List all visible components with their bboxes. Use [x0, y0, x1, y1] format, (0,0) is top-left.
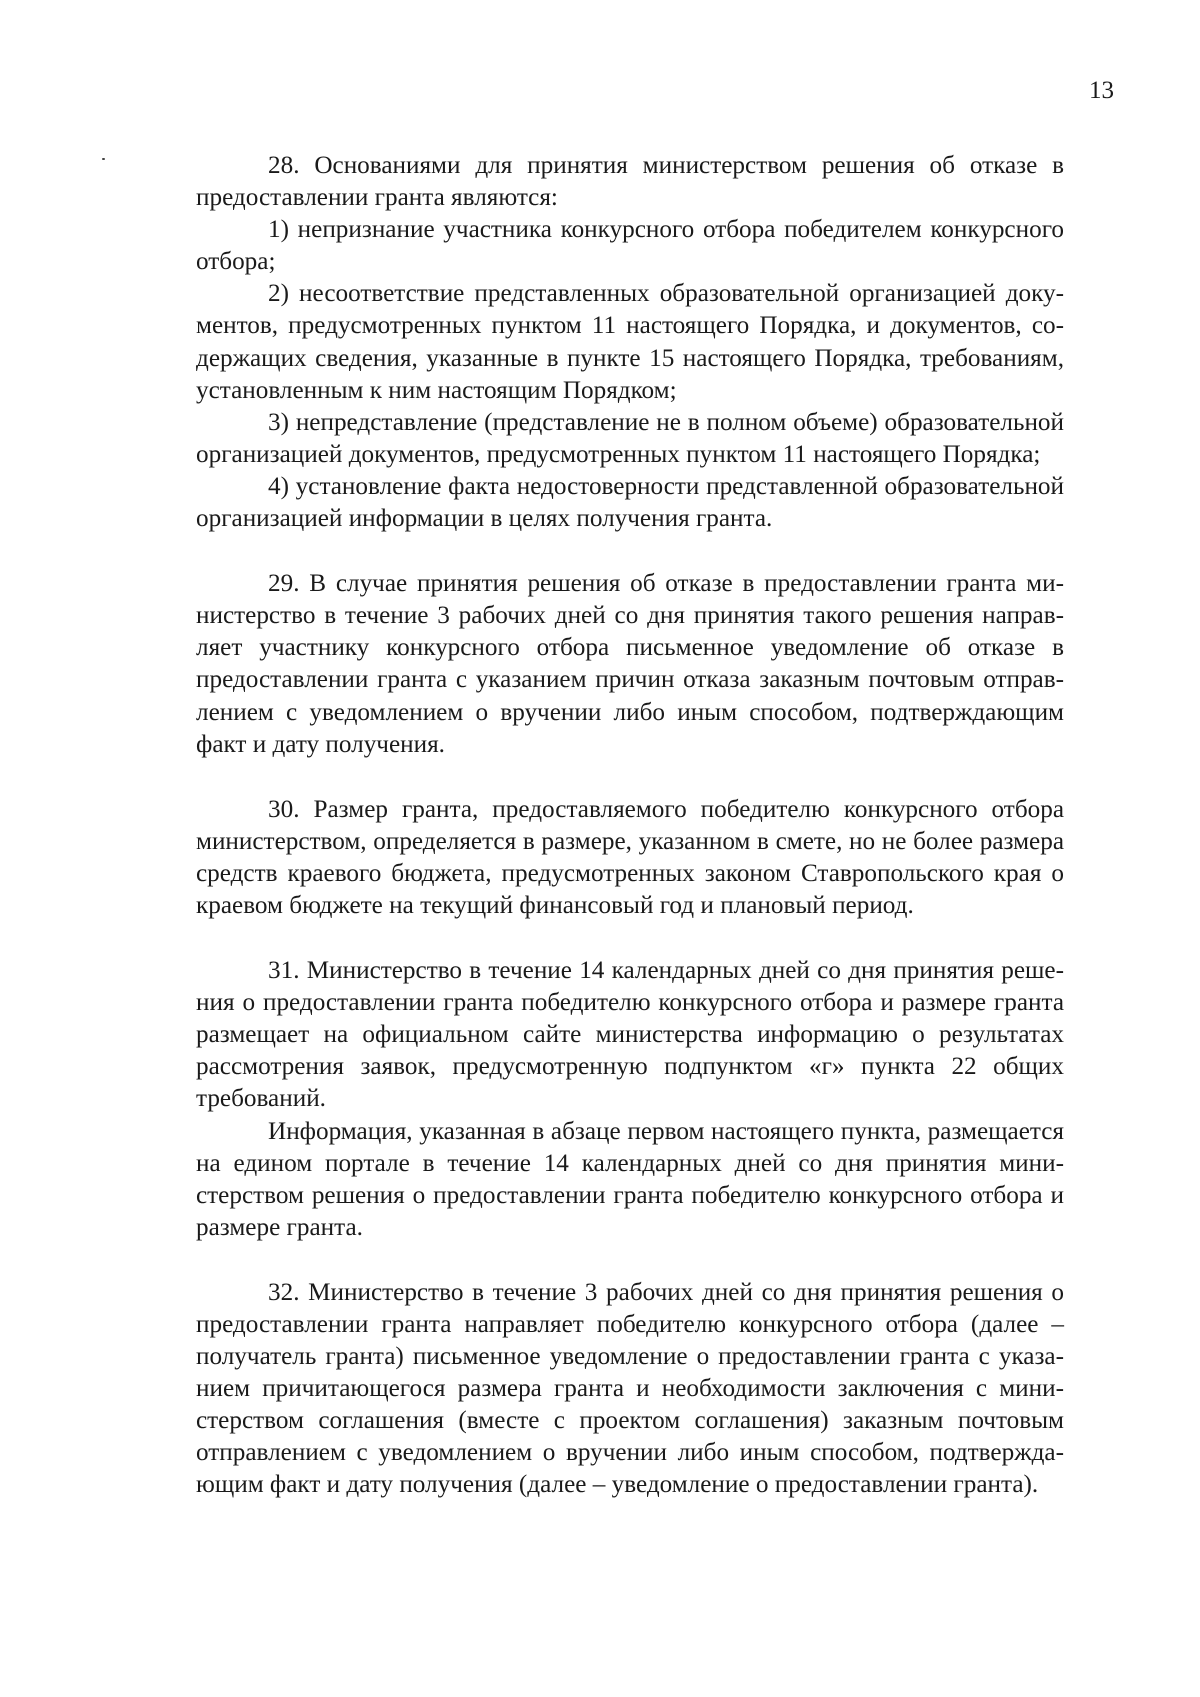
paragraph: 31. Министерство в течение 14 календарных дней со дня принятия решения о предоставлении гранта победителю конкурсного отбора и размере гранта размещает на официальном сайте министерства информацию о результатах рассмотрения заявок, предусмотренную подпунктом «г» пункта 22 общих требований. — [196, 957, 1064, 1113]
paragraph: 29. В случае принятия решения об отказе в предоставлении гранта министерство в течение 3 рабочих дней со дня принятия такого решения направляет участнику конкурсного отбора письменное уведомление об отказе в предоставлении гранта с указанием причин отказа заказным почтовым отправлением с уведомлением о вручении либо иным способом, подтверждающим факт и дату получения. — [196, 570, 1064, 758]
paragraph: 30. Размер гранта, предоставляемого победителю конкурсного отбора министерством, определяется в размере, указанном в смете, но не более размера средств краевого бюджета, предусмотренных законом Ставропольского края о краевом бюджете на текущий финансовый год и плановый период. — [196, 795, 1064, 919]
paragraph: Информация, указанная в абзаце первом настоящего пункта, размещается на едином портале в течение 14 календарных дней со дня принятия министерством решения о предоставлении гранта победителю конкурсного отбора и размере гранта. — [196, 1117, 1064, 1241]
page-number: 13 — [1089, 77, 1114, 104]
paragraph: 28. Основаниями для принятия министерством решения об отказе в предоставлении гранта являются: — [196, 152, 1064, 212]
scan-speck — [102, 158, 105, 160]
section-gap — [196, 761, 1064, 794]
section-gap — [196, 535, 1064, 568]
list-item: 2) несоответствие представленных образовательной организацией документов, предусмотренных пунктом 11 настоящего Порядка, и документов, содержащих сведения, указанные в пункте 15 настоящего Порядка, требованиям, установленным к ним настоящим Порядком; — [196, 280, 1064, 404]
list-item: 3) непредставление (представление не в полном объеме) образовательной организацией документов, предусмотренных пунктом 11 настоящего Порядка; — [196, 408, 1064, 468]
section-gap — [196, 1244, 1064, 1277]
section-28 — [196, 150, 1064, 535]
list-item: 4) установление факта недостоверности представленной образовательной организацией информации в целях получения гранта. — [196, 472, 1064, 533]
section-32 — [196, 1277, 1064, 1502]
document-body — [196, 150, 1064, 1502]
section-29 — [196, 568, 1064, 761]
section-gap — [196, 922, 1064, 955]
section-31 — [196, 955, 1064, 1244]
paragraph: 32. Министерство в течение 3 рабочих дней со дня принятия решения о предоставлении гранта направляет победителю конкурсного отбора (далее – получатель гранта) письменное уведомление о предоставлении гранта с указанием причитающегося размера гранта и необходимости заключения с министерством соглашения (вместе с проектом соглашения) заказным почтовым отправлением с уведомлением о вручении либо иным способом, подтверждающим факт и дату получения (далее – уведомление о предоставлении гранта). — [196, 1278, 1064, 1499]
section-30 — [196, 794, 1064, 922]
list-item: 1) непризнание участника конкурсного отбора победителем конкурсного отбора; — [196, 216, 1064, 276]
